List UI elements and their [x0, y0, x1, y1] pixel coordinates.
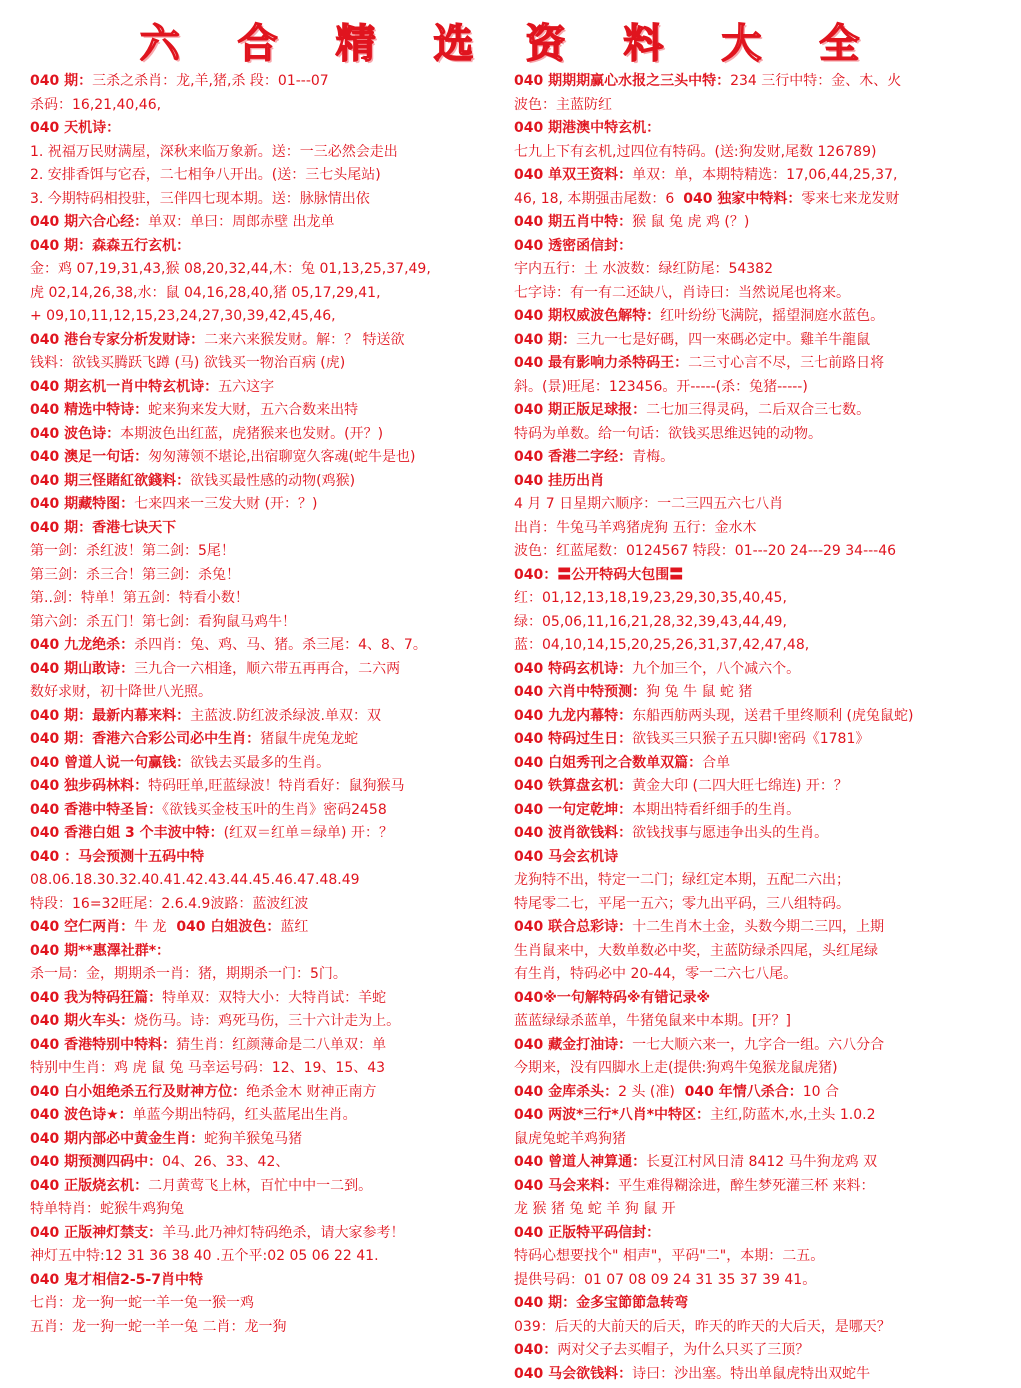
entry-heading: 040 挂历出肖: [514, 472, 605, 489]
entry-heading: 040 香港二字经：: [514, 449, 633, 465]
left-line: [30, 1057, 500, 1081]
right-line: [514, 282, 992, 306]
left-line: [30, 446, 500, 470]
left-line: [30, 634, 500, 658]
entry-subline: 杀码：16,21,40,46,: [30, 96, 162, 113]
entry-text: 匆匆薄领不堪论,出宿聊宽久客魂(蛇牛是也): [148, 449, 416, 465]
left-line: [30, 963, 500, 987]
right-line: [514, 846, 992, 870]
entry-subline: 特码心想要找个" 相声"，平码"二"，本期：二五。: [514, 1248, 825, 1264]
entry-heading: 040 天机诗：: [30, 120, 121, 136]
entry-text: 三杀之杀肖：龙,羊,猪,杀 段：01---07: [92, 73, 329, 89]
entry-heading: 040 两波*三行*八肖*中特区：: [514, 1107, 711, 1123]
right-line: [514, 540, 992, 564]
right-line: [514, 517, 992, 541]
right-line: [514, 211, 992, 235]
right-line: [514, 634, 992, 658]
left-line: [30, 1175, 500, 1199]
left-line: [30, 846, 500, 870]
entry-text: 10 合: [802, 1083, 839, 1100]
title-right: 资 料 大 全: [525, 20, 882, 67]
entry-text: 本期出特看纤细手的生肖。: [632, 801, 801, 818]
entry-subline: 蓝蓝绿绿杀蓝单，牛猪兔鼠来中本期。[开？]: [514, 1013, 791, 1029]
entry-subline: 神灯五中特:12 31 36 38 40 .五个平:02 05 06 22 41.: [30, 1248, 379, 1264]
right-line: [514, 1198, 992, 1222]
left-line: [30, 94, 500, 118]
entry-heading: 040 正版烧玄机：: [30, 1177, 149, 1194]
entry-heading: 040 期藏特图：: [30, 496, 135, 512]
entry-heading: 040 期预测四码中：: [30, 1154, 163, 1170]
entry-heading: 040 期：金多宝節節急转弯: [514, 1295, 689, 1311]
entry-text: 特码旺单,旺蓝绿波！特肖看好：鼠狗猴马: [148, 778, 405, 794]
left-line: [30, 705, 500, 729]
right-line: [514, 258, 992, 282]
left-line: [30, 352, 500, 376]
right-line: [514, 470, 992, 494]
entry-subline: 2. 安排香饵与它吞，二七相争八开出。(送：三七头尾站): [30, 167, 381, 183]
entry-heading: 040 期：最新内幕来料：: [30, 707, 191, 724]
entry-subline: 有生肖，特码必中 20-44，零一二六七八尾。: [514, 966, 798, 982]
entry-subline: 七九上下有玄机,过四位有特码。(送:狗发财,尾数 126789): [514, 143, 877, 160]
entry-text: 猪鼠牛虎兔龙蛇: [260, 731, 359, 747]
entry-subline: + 09,10,11,12,15,23,24,27,30,39,42,45,46,: [30, 308, 336, 324]
entry-text: 猜生肖：红颜薄命是二八单双：单: [176, 1036, 387, 1053]
right-line: [514, 987, 992, 1011]
entry-subline: 金：鸡 07,19,31,43,猴 08,20,32,44,木：兔 01,13,25,37,49,: [30, 261, 431, 277]
left-line: [30, 1151, 500, 1175]
left-line: [30, 1081, 500, 1105]
right-line: [514, 117, 992, 141]
entry-subline: 钱料：欲钱买腾跃飞蹲 (马) 欲钱买一物治百病 (虎): [30, 355, 346, 371]
entry-subline: 七肖：龙一狗一蛇一羊一兔一猴一鸡: [30, 1295, 254, 1311]
entry-text: 牛 龙: [134, 919, 167, 935]
entry-text: 234 三行中特：金、木、火: [730, 73, 902, 89]
entry-text: 二来六来猴发财。解：？ 特送欲: [204, 331, 405, 348]
right-line: [514, 1292, 992, 1316]
left-line: [30, 399, 500, 423]
entry-heading: 040 独步码林料：: [30, 778, 149, 794]
entry-text: 合单: [702, 754, 731, 771]
entry-heading: 040 期正版足球报：: [514, 402, 647, 418]
left-line: [30, 822, 500, 846]
entry-heading: 040 白姐波色：: [176, 919, 281, 935]
entry-heading: 040 金库杀头：: [514, 1083, 619, 1100]
entry-heading: 040 期内部必中黄金生肖：: [30, 1130, 205, 1147]
entry-text: 二七加三得灵码，二后双合三七数。: [646, 402, 871, 418]
left-line: [30, 117, 500, 141]
entry-subline: 波色：主蓝防红: [514, 96, 612, 113]
entry-text: 长夏江村风日清 8412 马牛狗龙鸡 双: [646, 1154, 878, 1170]
left-line: [30, 493, 500, 517]
right-line: [514, 963, 992, 987]
entry-text: 二三寸心言不尽，三七前路日将: [688, 355, 885, 371]
right-column: [514, 70, 992, 1386]
entry-heading: 040 空仁两肖：: [30, 919, 135, 935]
left-line: [30, 423, 500, 447]
entry-heading: 040 白姐秀刊之合数单双篇：: [514, 754, 703, 771]
entry-heading: 040 最有影响力杀特码王：: [514, 355, 689, 371]
left-line: [30, 376, 500, 400]
entry-text: 十二生肖木土金，头数今期二三四，上期: [632, 919, 885, 935]
right-line: [514, 893, 992, 917]
entry-heading: 040 期三怪賭紅欲錢料：: [30, 472, 191, 489]
left-line: [30, 1245, 500, 1269]
left-line: [30, 258, 500, 282]
right-line: [514, 70, 992, 94]
entry-text: 羊马.此乃神灯特码绝杀，请大家参考！: [162, 1224, 405, 1241]
right-line: [514, 1222, 992, 1246]
entry-text: 〓公开特码大包围〓: [557, 566, 684, 583]
entry-text: 五六这字: [218, 378, 275, 395]
left-line: [30, 1316, 500, 1340]
entry-subline: 五肖：龙一狗一蛇一羊一兔 二肖：龙一狗: [30, 1318, 287, 1335]
right-line: [514, 141, 992, 165]
entry-text: 二月黄莺飞上林，百忙中中一二到。: [148, 1177, 373, 1194]
right-line: [514, 869, 992, 893]
right-line: [514, 188, 992, 212]
right-line: [514, 94, 992, 118]
entry-heading: 040 期：: [514, 331, 577, 348]
entry-subline: 特尾零二七，平尾一五六；零九出平码，三八组特码。: [514, 895, 850, 912]
entry-subline: 今期来，没有四脚水上走(提供:狗鸡牛兔猴龙鼠虎猪): [514, 1060, 838, 1076]
entry-subline: 第三剑：杀三合！第三剑：杀兔！: [30, 566, 240, 583]
entry-subline: 生肖鼠来中，大数单数必中奖，主蓝防绿杀四尾，头红尾绿: [514, 942, 878, 959]
right-line: [514, 822, 992, 846]
left-line: [30, 305, 500, 329]
right-line: [514, 799, 992, 823]
right-line: [514, 1175, 992, 1199]
entry-text: (红双＝红单＝绿单) 开：？: [223, 825, 393, 841]
entry-heading: 040 精选中特诗：: [30, 402, 149, 418]
right-line: [514, 1034, 992, 1058]
entry-subline: 龙 猴 猪 兔 蛇 羊 狗 鼠 开: [514, 1201, 676, 1217]
right-line: [514, 916, 992, 940]
entry-text: 欲钱找事与愿违争出头的生肖。: [632, 825, 829, 841]
entry-heading: 040 ：马会预测十五码中特: [30, 848, 205, 865]
entry-subline: 波色：红蓝尾数：0124567 特段：01---20 24---29 34---46: [514, 543, 897, 559]
entry-heading: 040 特码玄机诗：: [514, 660, 633, 677]
entry-text: 欲钱买三只猴子五只脚!密码《1781》: [632, 731, 870, 747]
right-line: [514, 446, 992, 470]
right-line: [514, 1081, 992, 1105]
entry-heading: 040 九龙内幕特：: [514, 707, 633, 724]
entry-text: 单双：单，本期特精选：17,06,44,25,37,: [632, 167, 898, 183]
left-line: [30, 869, 500, 893]
entry-subline: 第六剑：杀五门！第七剑：看狗鼠马鸡牛！: [30, 613, 296, 630]
entry-heading: 040 澳足一句话：: [30, 449, 149, 465]
left-line: [30, 1010, 500, 1034]
entry-subline: 提供号码：01 07 08 09 24 31 35 37 39 41。: [514, 1271, 817, 1288]
entry-subline: 46, 18, 本期强击尾数：6: [514, 190, 675, 207]
entry-subline: 虎 02,14,26,38,水：鼠 04,16,28,40,猪 05,17,29,41,: [30, 284, 381, 301]
entry-heading: 040 六肖中特预测：: [514, 684, 647, 700]
entry-text: 青梅。: [632, 449, 675, 465]
entry-text: 蛇来狗来发大财，五六合数来出特: [148, 402, 359, 418]
entry-text: 零来七来龙发财: [801, 190, 900, 207]
entry-heading: 040 香港中特圣旨：: [30, 801, 163, 818]
right-line: [514, 1151, 992, 1175]
entry-subline: 特别中生肖：鸡 虎 鼠 兔 马幸运号码：12、19、15、43: [30, 1060, 386, 1076]
left-line: [30, 1104, 500, 1128]
entry-heading: 040：: [514, 1342, 558, 1358]
entry-text: 本期波色出红蓝，虎猪猴来也发财。(开？): [120, 425, 384, 442]
entry-heading: 040 期期期赢心水报之三头中特：: [514, 73, 731, 89]
entry-text: 绝杀金木 财神正南方: [246, 1083, 377, 1100]
entry-subline: 绿：05,06,11,16,21,28,32,39,43,44,49,: [514, 613, 787, 630]
left-line: [30, 681, 500, 705]
left-line: [30, 211, 500, 235]
entry-heading: 040 港台专家分析发财诗：: [30, 331, 205, 348]
right-line: [514, 376, 992, 400]
entry-heading: 040 铁算盘玄机：: [514, 778, 633, 794]
entry-heading: 040 曾道人说一句赢钱：: [30, 754, 191, 771]
left-line: [30, 728, 500, 752]
left-line: [30, 1034, 500, 1058]
entry-text: 猴 鼠 兔 虎 鸡 (？): [632, 214, 750, 230]
right-line: [514, 1316, 992, 1340]
entry-heading: 040 期：香港六合彩公司必中生肖：: [30, 731, 261, 747]
left-line: [30, 799, 500, 823]
entry-subline: 1. 祝福万民财满屋，深秋来临万象新。送：一三必然会走出: [30, 143, 398, 160]
entry-text: 红叶纷纷飞满院，摇望洞庭水蓝色。: [660, 308, 885, 324]
entry-text: 主红,防蓝木,水,土头 1.0.2: [710, 1107, 876, 1123]
entry-heading: 040 期五肖中特：: [514, 214, 633, 230]
entry-text: 蓝红: [280, 919, 309, 935]
entry-heading: 040 期玄机一肖中特玄机诗：: [30, 378, 219, 395]
entry-subline: 斜。(景)旺尾：123456。开-----(杀：兔猪-----): [514, 378, 808, 395]
entry-text: 特单双：双特大小：大特肖试：羊蛇: [162, 989, 387, 1006]
right-line: [514, 728, 992, 752]
entry-heading: 040 曾道人神算通：: [514, 1154, 647, 1170]
left-line: [30, 188, 500, 212]
entry-subline: 龙狗特不出，特定一二门；绿红定本期，五配二六出；: [514, 872, 850, 888]
entry-heading: 040 年情八杀合：: [684, 1083, 803, 1100]
right-line: [514, 235, 992, 259]
entry-heading: 040 马会来料：: [514, 1177, 619, 1194]
left-line: [30, 752, 500, 776]
entry-text: 七来四来一三发大财 (开：？): [134, 496, 318, 512]
left-line: [30, 235, 500, 259]
entry-subline: 红：01,12,13,18,19,23,29,30,35,40,45,: [514, 590, 787, 606]
entry-heading: 040 香港特别中特料：: [30, 1036, 177, 1053]
left-line: [30, 1128, 500, 1152]
entry-subline: 特单特肖：蛇猴牛鸡狗兔: [30, 1201, 184, 1217]
right-line: [514, 1128, 992, 1152]
entry-heading: 040 马会玄机诗: [514, 848, 619, 865]
left-line: [30, 540, 500, 564]
left-line: [30, 893, 500, 917]
right-line: [514, 1104, 992, 1128]
entry-heading: 040 正版神灯禁支：: [30, 1224, 163, 1241]
right-line: [514, 164, 992, 188]
entry-heading: 040 透密函信封：: [514, 237, 633, 254]
right-line: [514, 940, 992, 964]
left-line: [30, 1222, 500, 1246]
left-line: [30, 940, 500, 964]
entry-text: 黄金大印 (二四大旺七绵连) 开：？: [632, 778, 848, 794]
right-line: [514, 1269, 992, 1293]
left-line: [30, 164, 500, 188]
entry-text: 九个加三个，八个减六个。: [632, 660, 801, 677]
entry-heading: 040 单双王资料：: [514, 167, 633, 183]
entry-text: 狗 兔 牛 鼠 蛇 猪: [646, 684, 753, 700]
right-line: [514, 305, 992, 329]
left-line: [30, 1292, 500, 1316]
right-line: [514, 681, 992, 705]
left-line: [30, 70, 500, 94]
entry-subline: 第一剑：杀红波！第二剑：5尾！: [30, 543, 235, 559]
right-line: [514, 705, 992, 729]
left-line: [30, 1198, 500, 1222]
entry-subline: 七字诗：有一有二还缺八，肖诗曰：当然说尾也将来。: [514, 284, 850, 301]
entry-subline: 第..剑：特单！第五剑：特看小数！: [30, 590, 249, 606]
entry-heading: 040 白小姐绝杀五行及财神方位：: [30, 1083, 247, 1100]
entry-subline: 特段：16=32旺尾：2.6.4.9波路：蓝波红波: [30, 895, 309, 912]
entry-heading: 040 波色诗★：: [30, 1107, 133, 1123]
entry-heading: 040 特码过生日：: [514, 731, 633, 747]
entry-heading: 040 鬼才相信2-5-7肖中特: [30, 1271, 203, 1288]
entry-heading: 040 波肖欲钱料：: [514, 825, 633, 841]
right-line: [514, 658, 992, 682]
left-line: [30, 517, 500, 541]
entry-subline: 3. 今期特码相投驻，三伴四七现本期。送：脉脉情出依: [30, 190, 370, 207]
entry-heading: 040 九龙绝杀：: [30, 637, 135, 653]
entry-subline: 宇内五行：土 水波数：绿红防尾：54382: [514, 261, 773, 277]
title-left: 六 合 精 选: [139, 20, 496, 67]
entry-heading: 040 期六合心经：: [30, 214, 149, 230]
left-line: [30, 987, 500, 1011]
entry-text: 烧伤马。诗：鸡死马伤，三十六计走为上。: [134, 1013, 401, 1029]
entry-heading: 040 独家中特料：: [683, 190, 802, 207]
entry-subline: 特码为单数。给一句话：欲钱买思维迟钝的动物。: [514, 425, 822, 442]
right-line: [514, 423, 992, 447]
left-line: [30, 658, 500, 682]
entry-heading: 040 香港白姐 3 个丰波中特：: [30, 825, 224, 841]
entry-heading: 040 期：森森五行玄机：: [30, 237, 191, 254]
entry-heading: 040 期**惠澤社群*：: [30, 942, 171, 959]
right-line: [514, 329, 992, 353]
left-line: [30, 587, 500, 611]
right-line: [514, 493, 992, 517]
entry-text: 平生难得糊涂进，醉生梦死灌三杯 来料：: [618, 1177, 875, 1194]
entry-text: 一七大顺六来一，九字合一组。六八分合: [632, 1036, 885, 1053]
left-line: [30, 282, 500, 306]
entry-heading: 040：: [514, 566, 558, 583]
entry-text: 东船西舫两头现，送君千里终顺利 (虎兔鼠蛇): [632, 707, 914, 724]
right-line: [514, 611, 992, 635]
entry-text: 2 头 (准): [618, 1083, 675, 1100]
entry-text: 单蓝今期出特码，红头蓝尾出生肖。: [132, 1107, 357, 1123]
entry-subline: 4 月 7 日星期六顺序：一二三四五六七八肖: [514, 496, 784, 512]
entry-heading: 040 期：香港七诀天下: [30, 519, 177, 536]
right-line: [514, 775, 992, 799]
left-column: [30, 70, 500, 1339]
entry-heading: 040 藏金打油诗：: [514, 1036, 633, 1053]
entry-text: 蛇狗羊猴兔马猪: [204, 1130, 303, 1147]
entry-text: 诗曰：沙出塞。特出单鼠虎特出双蛇牛: [632, 1365, 871, 1382]
entry-subline: 出肖：牛兔马羊鸡猪虎狗 五行：金水木: [514, 519, 757, 536]
right-line: [514, 752, 992, 776]
entry-heading: 040 正版特平码信封：: [514, 1224, 661, 1241]
left-line: [30, 775, 500, 799]
right-line: [514, 399, 992, 423]
entry-subline: 039：后天的大前天的后天，昨天的昨天的大后天，是哪天？: [514, 1318, 891, 1335]
left-line: [30, 564, 500, 588]
left-line: [30, 470, 500, 494]
entry-heading: 040 联合总彩诗：: [514, 919, 633, 935]
left-line: [30, 1269, 500, 1293]
left-line: [30, 916, 500, 940]
entry-subline: 08.06.18.30.32.40.41.42.43.44.45.46.47.48.49: [30, 872, 360, 888]
left-line: [30, 141, 500, 165]
entry-heading: 040 我为特码狂篇：: [30, 989, 163, 1006]
right-line: [514, 1010, 992, 1034]
entry-heading: 040 期：: [30, 73, 93, 89]
right-line: [514, 1245, 992, 1269]
left-line: [30, 329, 500, 353]
entry-heading: 040※一句解特码※有错记录※: [514, 989, 711, 1006]
entry-text: 欲钱去买最多的生肖。: [190, 754, 331, 771]
page-title: [0, 12, 1021, 68]
entry-text: 04、26、33、42、: [162, 1154, 290, 1170]
entry-heading: 040 马会欲钱料：: [514, 1365, 633, 1382]
entry-heading: 040 期权威波色解特：: [514, 308, 661, 324]
entry-subline: 杀一局：金，期期杀一肖：猪，期期杀一门：5门。: [30, 966, 347, 982]
entry-subline: 鼠虎兔蛇羊鸡狗猪: [514, 1130, 626, 1147]
entry-text: 杀四肖：兔、鸡、马、猪。杀三尾：4、8、7。: [134, 637, 427, 653]
right-line: [514, 1339, 992, 1363]
right-line: [514, 587, 992, 611]
entry-subline: 蓝：04,10,14,15,20,25,26,31,37,42,47,48,: [514, 637, 810, 653]
right-line: [514, 1363, 992, 1387]
entry-heading: 040 期火车头：: [30, 1013, 135, 1029]
right-line: [514, 564, 992, 588]
entry-heading: 040 一句定乾坤：: [514, 801, 633, 818]
entry-heading: 040 期山敢诗：: [30, 660, 135, 677]
entry-text: 单双：单曰：周郎赤壁 出龙单: [148, 214, 335, 230]
entry-text: 两对父子去买帽子，为什么只买了三顶？: [557, 1342, 810, 1358]
entry-text: 欲钱买最性感的动物(鸡猴): [190, 472, 356, 489]
entry-subline: 数好求财，初十降世八光照。: [30, 684, 212, 700]
entry-text: 主蓝波.防红波杀绿波.单双：双: [190, 707, 382, 724]
right-line: [514, 1057, 992, 1081]
entry-text: 三九一七是好碼，四一來碼必定中。雞羊牛龍鼠: [576, 331, 871, 348]
entry-text: 三九合一六相逢，顺六带五再再合，二六两: [134, 660, 401, 677]
entry-heading: 040 期港澳中特玄机：: [514, 120, 661, 136]
right-line: [514, 352, 992, 376]
entry-heading: 040 波色诗：: [30, 425, 121, 442]
entry-text: 《欲钱买金枝玉叶的生肖》密码2458: [162, 801, 387, 818]
left-line: [30, 611, 500, 635]
